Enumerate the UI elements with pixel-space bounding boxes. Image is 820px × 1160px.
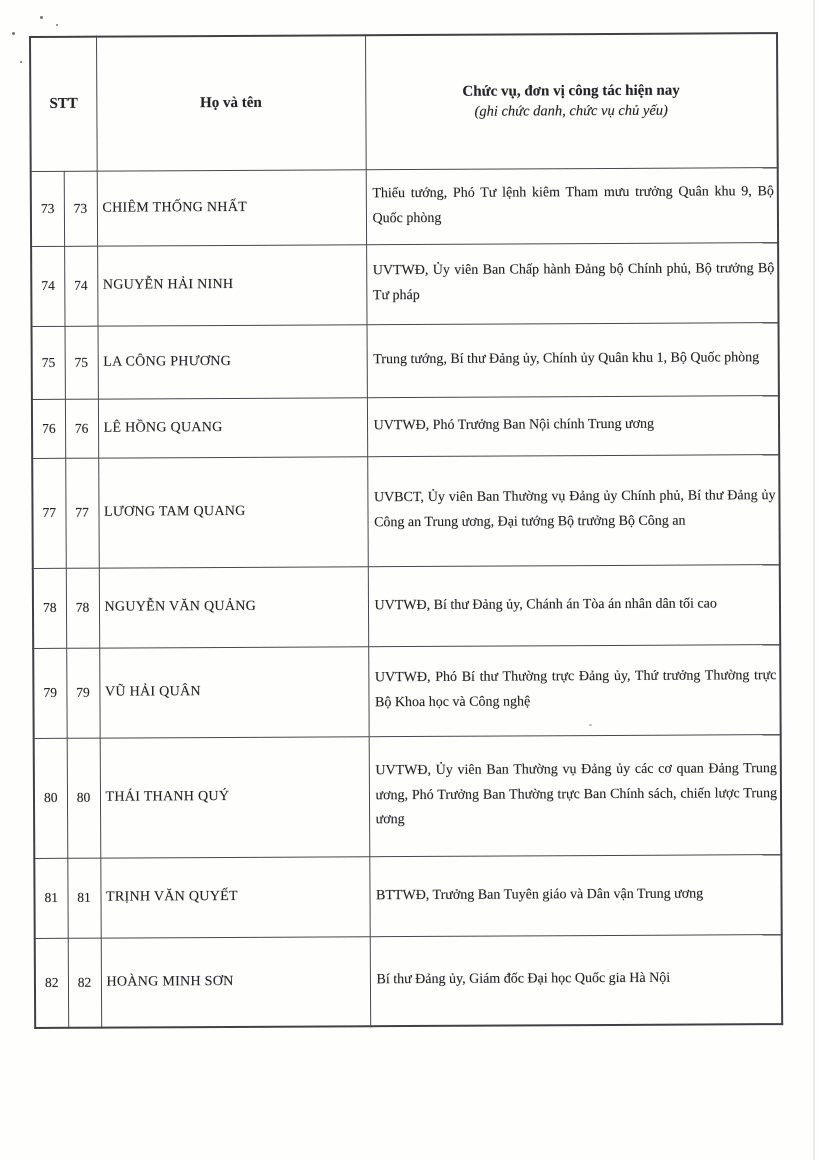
stt-cell-2: 75 [65,326,98,399]
stt-cell: 77 [32,458,66,568]
name-cell: NGUYỄN VĂN QUẢNG [99,566,368,647]
name-cell: HOÀNG MINH SƠN [101,936,370,1027]
stt-cell: 78 [33,568,66,648]
scan-speckle [12,32,15,35]
stt-cell: 75 [32,326,65,399]
name-cell: NGUYỄN HẢI NINH [97,244,366,325]
table-row [32,322,779,399]
stt-cell: 74 [31,246,64,326]
name-cell: LA CÔNG PHƯƠNG [98,324,367,398]
stt-cell: 81 [34,858,67,938]
header-position [365,33,778,169]
table-header-row [30,33,778,171]
position-cell: UVTWĐ, Phó Trưởng Ban Nội chính Trung ương [367,395,779,456]
position-cell: UVBCT, Ủy viên Ban Thường vụ Đảng ủy Chính phủ, Bí thư Đảng ủy Công an Trung ương, Đại tướng Bộ trưởng Bộ Công an [367,454,780,566]
name-cell: LƯƠNG TAM QUANG [98,456,368,567]
name-cell: LÊ HỒNG QUANG [98,397,367,457]
table-row [33,644,780,738]
stt-cell-2: 81 [67,858,100,938]
table-row [32,454,780,568]
header-name: Họ và tên [96,35,366,170]
stt-cell: 76 [32,399,65,458]
stt-cell-2: 82 [68,938,101,1028]
header-position-title: Chức vụ, đơn vị công tác hiện nay [462,82,680,100]
stt-cell: 73 [31,171,64,246]
position-cell: Bí thư Đảng ủy, Giám đốc Đại học Quốc gia Hà Nội [370,934,782,1026]
name-cell: CHIÊM THỐNG NHẤT [97,169,366,245]
stt-cell-2: 79 [66,648,99,738]
table-row [35,934,782,1028]
table-row [32,395,779,458]
position-cell: UVTWĐ, Ủy viên Ban Thường vụ Đảng ủy các cơ quan Đảng Trung ương, Phó Trưởng Ban Thường trực Ban Chính sách, chiến lược Trung ương [369,734,782,856]
header-stt: STT [30,37,97,171]
position-cell: UVTWĐ, Phó Bí thư Thường trực Đảng ủy, Thứ trưởng Thường trực Bộ Khoa học và Công nghệ [368,644,780,736]
stt-cell-2: 78 [66,568,99,648]
position-cell: BTTWĐ, Trưởng Ban Tuyên giáo và Dân vận Trung ương [369,854,781,936]
position-cell: Trung tướng, Bí thư Đảng ủy, Chính ủy Quân khu 1, Bộ Quốc phòng [367,322,779,397]
stt-cell: 82 [35,938,68,1028]
table-row [34,734,782,858]
stt-cell-2: 76 [65,399,98,458]
scan-speckle [56,24,58,26]
name-cell: THÁI THANH QUÝ [100,736,370,857]
stt-cell-2: 74 [64,246,97,326]
table-row [33,564,780,648]
position-cell: Thiếu tướng, Phó Tư lệnh kiêm Tham mưu trưởng Quân khu 9, Bộ Quốc phòng [366,167,778,244]
header-position-subtitle: (ghi chức danh, chức vụ chủ yếu) [474,102,668,120]
stt-cell-2: 80 [67,738,101,858]
name-cell: VŨ HẢI QUÂN [99,646,368,737]
stt-cell-2: 77 [65,458,99,568]
table-row [34,854,781,938]
name-cell: TRỊNH VĂN QUYẾT [100,856,369,937]
position-cell: UVTWĐ, Ủy viên Ban Chấp hành Đảng bộ Chính phủ, Bộ trưởng Bộ Tư pháp [366,242,778,324]
officials-roster-table [29,32,783,1029]
position-cell: UVTWĐ, Bí thư Đảng ủy, Chánh án Tòa án nhân dân tối cao [368,564,780,646]
scan-speckle [40,16,43,19]
stt-cell: 79 [33,648,66,738]
table-row [31,167,778,246]
stt-cell-2: 73 [64,171,97,246]
table-row [31,242,778,326]
scan-speckle [20,61,22,63]
scan-edge-shadow [813,0,815,1160]
stt-cell: 80 [34,738,68,858]
